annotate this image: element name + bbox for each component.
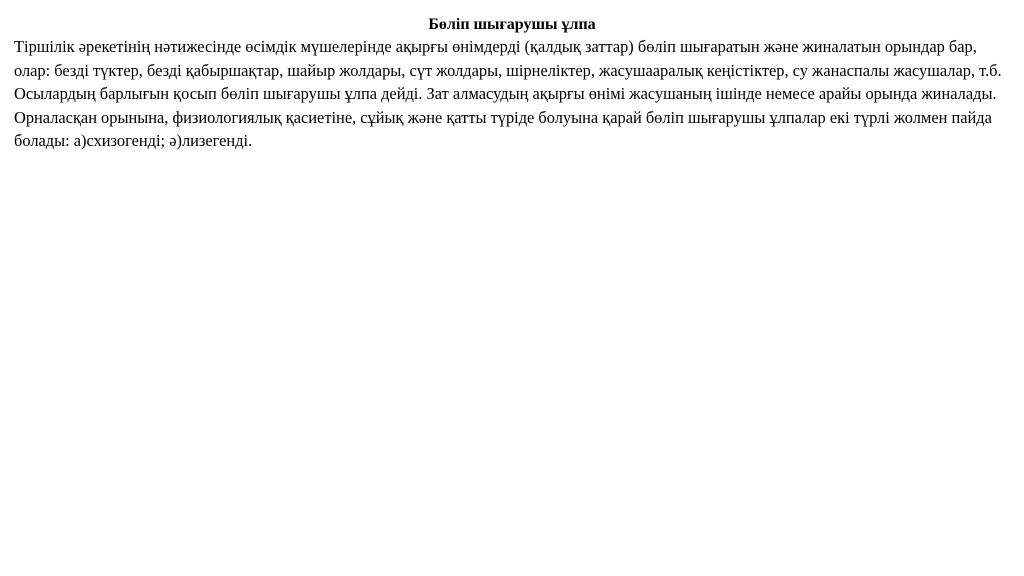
slide-paragraph: Тіршілік әрекетінің нәтижесінде өсімдік мүшелерінде ақырғы өнімдерді (қалдық заттар) бөліп шығаратын және жиналатын орындар бар, олар: безді түктер, безді қабыршақтар, шайыр жолдары, сүт жолдары, шірнеліктер, жасушааралық кеңістіктер, су жанаспалы жасушалар, т.б. Осылардың барлығын қосып бөліп шығарушы ұлпа дейді. Зат алмасудың ақырғы өнімі жасушаның ішінде немесе арайы орында жиналады. Орналасқан орынына, физиологиялық қасиетіне, сұйық және қатты түріде болуына қарай бөліп шығарушы ұлпалар екі түрлі жолмен пайда болады: а)схизогенді; ә)лизегенді. [14,37,1002,150]
slide-title: Бөліп шығарушы ұлпа [428,16,596,33]
